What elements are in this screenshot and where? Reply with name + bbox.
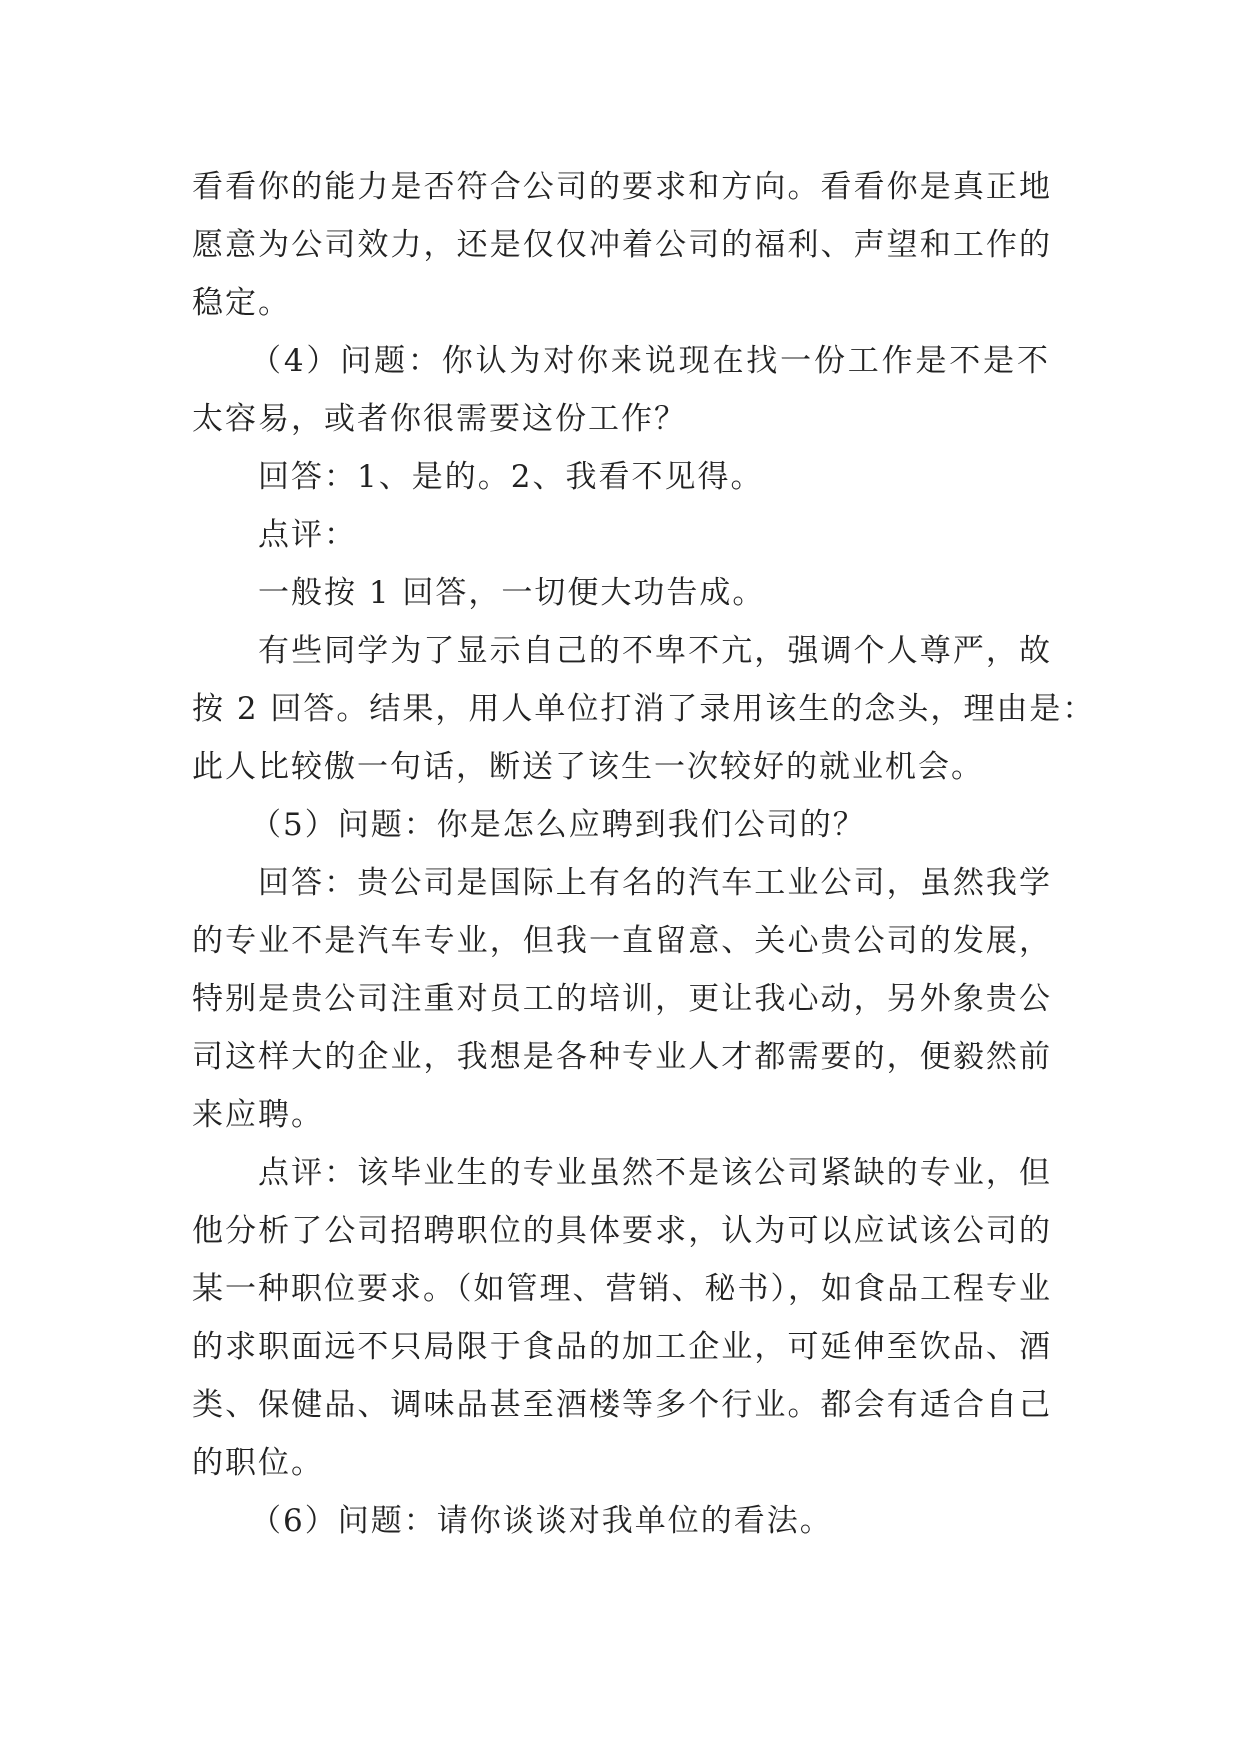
text-line-content: 稳定。 xyxy=(192,285,291,321)
text-line xyxy=(0,158,1241,216)
text-line-content: 太容易，或者你很需要这份工作？ xyxy=(192,401,687,437)
text-line xyxy=(0,1086,1241,1144)
text-line xyxy=(0,970,1241,1028)
answer-paragraph xyxy=(0,854,1241,912)
text-line-content: 一般按 1 回答，一切便大功告成。 xyxy=(258,575,766,611)
answer-paragraph xyxy=(0,448,1241,506)
text-line xyxy=(0,738,1241,796)
text-line-content: 有些同学为了显示自己的不卑不亢，强调个人尊严，故 xyxy=(258,633,1052,669)
text-line-content: 特别是贵公司注重对员工的培训，更让我心动，另外象贵公 xyxy=(192,981,1052,1017)
text-line-content: 的求职面远不只局限于食品的加工企业，可延伸至饮品、酒 xyxy=(192,1329,1052,1365)
text-line-content: （6）问题：请你谈谈对我单位的看法。 xyxy=(250,1503,833,1539)
text-line-content: 司这样大的企业，我想是各种专业人才都需要的，便毅然前 xyxy=(192,1039,1052,1075)
text-line-content: （5）问题：你是怎么应聘到我们公司的？ xyxy=(250,807,866,843)
text-line xyxy=(0,1260,1241,1318)
text-line-content: 看看你的能力是否符合公司的要求和方向。看看你是真正地 xyxy=(192,169,1052,205)
text-line-content: 回答：1、是的。2、我看不见得。 xyxy=(258,459,764,495)
text-line-content: 回答：贵公司是国际上有名的汽车工业公司，虽然我学 xyxy=(258,865,1052,901)
text-line xyxy=(0,390,1241,448)
comment-paragraph xyxy=(0,564,1241,622)
text-line-content: 的职位。 xyxy=(192,1445,324,1481)
text-line xyxy=(0,1434,1241,1492)
text-line-content: 他分析了公司招聘职位的具体要求，认为可以应试该公司的 xyxy=(192,1213,1052,1249)
text-line xyxy=(0,1376,1241,1434)
text-line-content: 点评： xyxy=(258,517,357,553)
comment-paragraph xyxy=(0,622,1241,680)
text-line xyxy=(0,680,1241,738)
text-line-content: 愿意为公司效力，还是仅仅冲着公司的福利、声望和工作的 xyxy=(192,227,1052,263)
text-line-content: 点评：该毕业生的专业虽然不是该公司紧缺的专业，但 xyxy=(258,1155,1052,1191)
question-heading xyxy=(0,1492,1241,1550)
text-line-content: 的专业不是汽车专业，但我一直留意、关心贵公司的发展， xyxy=(192,923,1052,959)
text-line xyxy=(0,274,1241,332)
text-line-content: 来应聘。 xyxy=(192,1097,324,1133)
text-line-content: （4）问题：你认为对你来说现在找一份工作是不是不 xyxy=(250,343,1050,379)
text-line-content: 按 2 回答。结果，用人单位打消了录用该生的念头，理由是： xyxy=(192,691,1096,727)
comment-label xyxy=(0,506,1241,564)
question-heading xyxy=(0,796,1241,854)
text-line xyxy=(0,1028,1241,1086)
text-line xyxy=(0,912,1241,970)
text-line xyxy=(0,216,1241,274)
text-line-content: 此人比较傲一句话，断送了该生一次较好的就业机会。 xyxy=(192,749,984,785)
text-line-content: 某一种职位要求。（如管理、营销、秘书），如食品工程专业 xyxy=(192,1271,1052,1307)
text-line xyxy=(0,1202,1241,1260)
text-line-content: 类、保健品、调味品甚至酒楼等多个行业。都会有适合自己 xyxy=(192,1387,1052,1423)
text-line xyxy=(0,1318,1241,1376)
comment-paragraph xyxy=(0,1144,1241,1202)
question-heading xyxy=(0,332,1241,390)
